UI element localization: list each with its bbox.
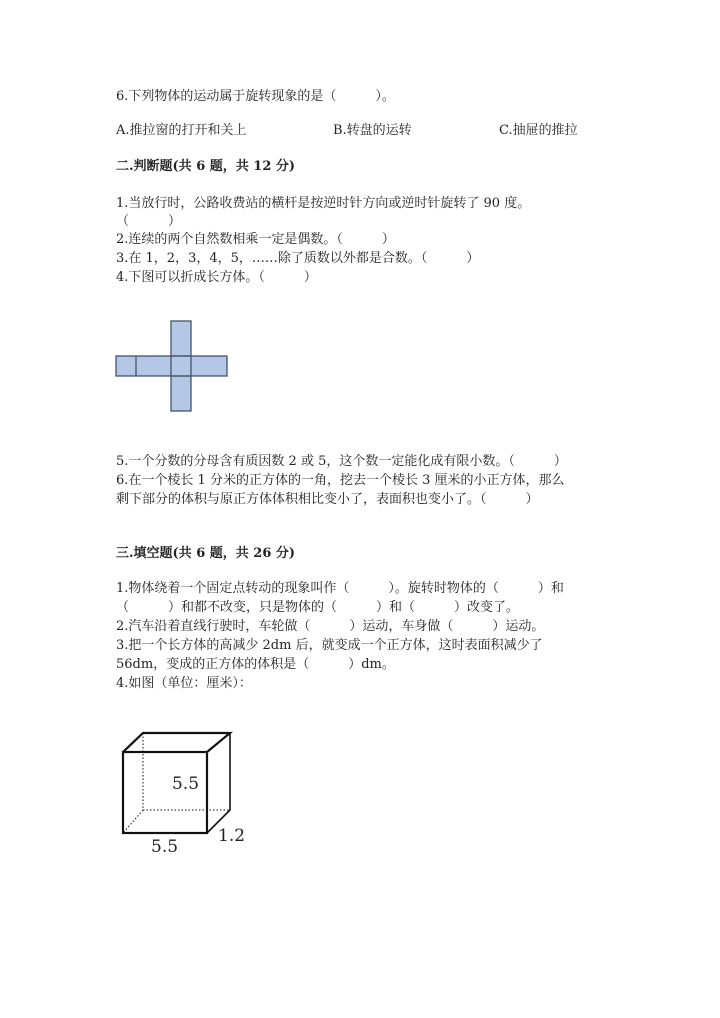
option-b: B.转盘的运转	[333, 123, 412, 138]
s3-line: 4.如图（单位：厘米）：	[116, 676, 252, 691]
s2-line: 2.连续的两个自然数相乘一定是偶数。（ ）	[116, 232, 395, 247]
cube-width-label: 5.5	[151, 837, 179, 857]
option-c: C.抽屉的推拉	[499, 123, 578, 138]
s2-line: （ ）	[116, 214, 182, 229]
option-a: A.推拉窗的打开和关上	[116, 123, 247, 138]
s3-line: 56dm，变成的正方体的体积是（ ）dm。	[116, 657, 395, 672]
s2-line: 剩下部分的体积与原正方体体积相比变小了，表面积也变小了。（ ）	[116, 492, 539, 507]
s2-line: 3.在 1，2，3，4，5，……除了质数以外都是合数。（ ）	[116, 251, 480, 266]
question-6: 6.下列物体的运动属于旋转现象的是（ ）。	[116, 89, 395, 104]
section3-title: 三.填空题(共 6 题，共 26 分)	[116, 546, 296, 561]
cube-net-figure	[116, 321, 227, 411]
s2-line: 6.在一个棱长 1 分米的正方体的一角，挖去一个棱长 3 厘米的小正方体，那么	[116, 473, 565, 488]
s3-line: 2.汽车沿着直线行驶时，车轮做（ ）运动，车身做（ ）运动。	[116, 619, 545, 634]
s2-line: 5.一个分数的分母含有质因数 2 或 5，这个数一定能化成有限小数。（ ）	[116, 454, 567, 469]
s2-line: 1.当放行时，公路收费站的横杆是按逆时针方向或逆时针旋转了 90 度。	[116, 196, 531, 211]
cube-height-label: 5.5	[172, 774, 200, 794]
section2-title: 二.判断题(共 6 题，共 12 分)	[116, 159, 296, 174]
cube-depth-label: 1.2	[218, 826, 246, 846]
s2-line: 4.下图可以折成长方体。（ ）	[116, 270, 317, 285]
s3-line: 3.把一个长方体的高减少 2dm 后，就变成一个正方体，这时表面积减少了	[116, 638, 543, 653]
s3-line: （ ）和都不改变，只是物体的（ ）和（ ）改变了。	[116, 600, 520, 615]
s3-line: 1.物体绕着一个固定点转动的现象叫作（ ）。旋转时物体的（ ）和	[116, 581, 564, 596]
